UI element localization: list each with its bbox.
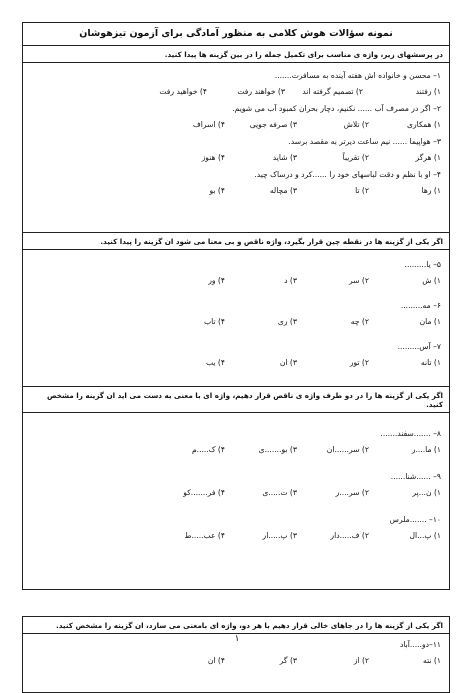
option[interactable]: ۱) ش [422, 276, 441, 285]
option[interactable]: ۲) تصمیم گرفته اند [302, 87, 363, 96]
section-4-instruction: اگر یکی از گزینه ها را در جاهای خالی قرار دهیم با هر دو، واژه ای بامعنی می سازد، ان گزینه را مشخص کنید. [23, 617, 449, 634]
option[interactable]: ۲) تور [349, 358, 369, 367]
option[interactable]: ۳) پ.....ار [262, 531, 297, 540]
option[interactable]: ۲) سر......ان [326, 445, 369, 454]
option[interactable]: ۲) تقریباً [342, 153, 369, 162]
option[interactable]: ۱) ما....ر [411, 445, 441, 454]
option[interactable]: ۲) چه [350, 317, 369, 326]
question-10-options [31, 531, 441, 540]
option[interactable]: ۴) خواهید رفت [159, 87, 207, 96]
section-4 [22, 616, 450, 693]
option[interactable]: ۳) ری [277, 317, 297, 326]
option[interactable]: ۱) ن...پر [412, 488, 441, 497]
question-10: ۱۰– .......ملرس [389, 515, 441, 524]
option[interactable]: ۲) سر....ر [335, 488, 369, 497]
question-4: ۴– او با نظم و دقت لباسهای خود را ......کرد و درساک چید. [254, 170, 441, 179]
question-7: ۷– آس......... [397, 342, 441, 351]
option[interactable]: ۱) مان [419, 317, 441, 326]
option[interactable]: ۱) هرگز [415, 153, 441, 162]
question-8-options [31, 445, 441, 454]
question-5-options [31, 276, 441, 285]
option[interactable]: ۴) هنوز [201, 153, 225, 162]
option[interactable]: ۳) مچاله [269, 186, 297, 195]
question-11-options [31, 656, 441, 665]
option[interactable]: ۴) فر.......کو [183, 488, 225, 497]
section-1 [23, 46, 449, 232]
option[interactable]: ۱) نته [423, 656, 441, 665]
question-1: ۱– محسن و خانواده اش هفته آینده به مسافرت....... [274, 71, 441, 80]
option[interactable]: ۴) یب [205, 358, 225, 367]
question-6: ۶– مه......... [400, 301, 441, 310]
option[interactable]: ۳) د [284, 276, 297, 285]
option[interactable]: ۳) ت.....ی [262, 488, 297, 497]
option[interactable]: ۴) اسراف [192, 120, 225, 129]
question-3: ۳– هواپیما ...... نیم ساعت دیرتر به مقصد برسد. [288, 137, 441, 146]
section-3 [23, 386, 449, 589]
option[interactable]: ۴) ور [208, 276, 225, 285]
option[interactable]: ۱) همکاری [407, 120, 441, 129]
section-1-instruction: در پرسشهای زیر، واژه ی مناسب برای تکمیل جمله را در بین گزینه ها پیدا کنید. [23, 46, 449, 63]
option[interactable]: ۱) رها [421, 186, 441, 195]
section-3-instruction: اگر یکی از گزینه ها را در دو طرف واژه ی ناقص قرار دهیم، واژه ای با معنی به دست می اید ان گزینه را مشخص کنید. [23, 386, 449, 413]
option[interactable]: ۳) بو.......ی [258, 445, 297, 454]
question-1-options [31, 87, 441, 96]
option[interactable]: ۲) سر [348, 276, 369, 285]
option[interactable]: ۳) گر [279, 656, 297, 665]
question-2-options [31, 120, 441, 129]
option[interactable]: ۳) صرفه جویی [249, 120, 297, 129]
question-11: ۱۱–دو.....آباد [399, 640, 441, 649]
option[interactable]: ۱) رفتند [415, 87, 441, 96]
option[interactable]: ۴) عب.....ط [184, 531, 225, 540]
question-2: ۲– اگر در مصرف آب ...... نکنیم، دچار بحران کمبود آب می شویم. [232, 104, 441, 113]
worksheet [22, 22, 450, 693]
option[interactable]: ۴) ان [207, 656, 225, 665]
section-2 [23, 232, 449, 386]
main-frame [22, 22, 450, 590]
option[interactable]: ۳) ان [279, 358, 297, 367]
question-9-options [31, 488, 441, 497]
option[interactable]: ۱) تانه [420, 358, 441, 367]
option[interactable]: ۲) تا [355, 186, 369, 195]
option[interactable]: ۲) تلاش [343, 120, 369, 129]
question-9: ۹– ......شنا...... [390, 472, 441, 481]
question-6-options [31, 317, 441, 326]
question-3-options [31, 153, 441, 162]
option[interactable]: ۱) پ...ال [409, 531, 441, 540]
page-title: نمونه سؤالات هوش کلامی به منظور آمادگی برای آزمون تیزهوشان [23, 23, 449, 46]
option[interactable]: ۴) تاب [203, 317, 225, 326]
option[interactable]: ۳) خواهند رفت [237, 87, 285, 96]
option[interactable]: ۴) بو [209, 186, 225, 195]
option[interactable]: ۲) ف.....دار [330, 531, 369, 540]
question-4-options [31, 186, 441, 195]
option[interactable]: ۴) ک.....م [191, 445, 225, 454]
option[interactable]: ۲) از [353, 656, 369, 665]
page-number: ۱ [234, 634, 240, 644]
section-2-instruction: اگر یکی از گزینه ها در نقطه چین قرار بگیرد، واژه ناقص و بی معنا می شود ان گزینه را پیدا کنید. [23, 232, 449, 250]
question-7-options [31, 358, 441, 367]
question-5: ۵– یا......... [404, 260, 441, 269]
option[interactable]: ۳) شاید [272, 153, 297, 162]
question-8: ۸– .......سفند....... [380, 429, 441, 438]
